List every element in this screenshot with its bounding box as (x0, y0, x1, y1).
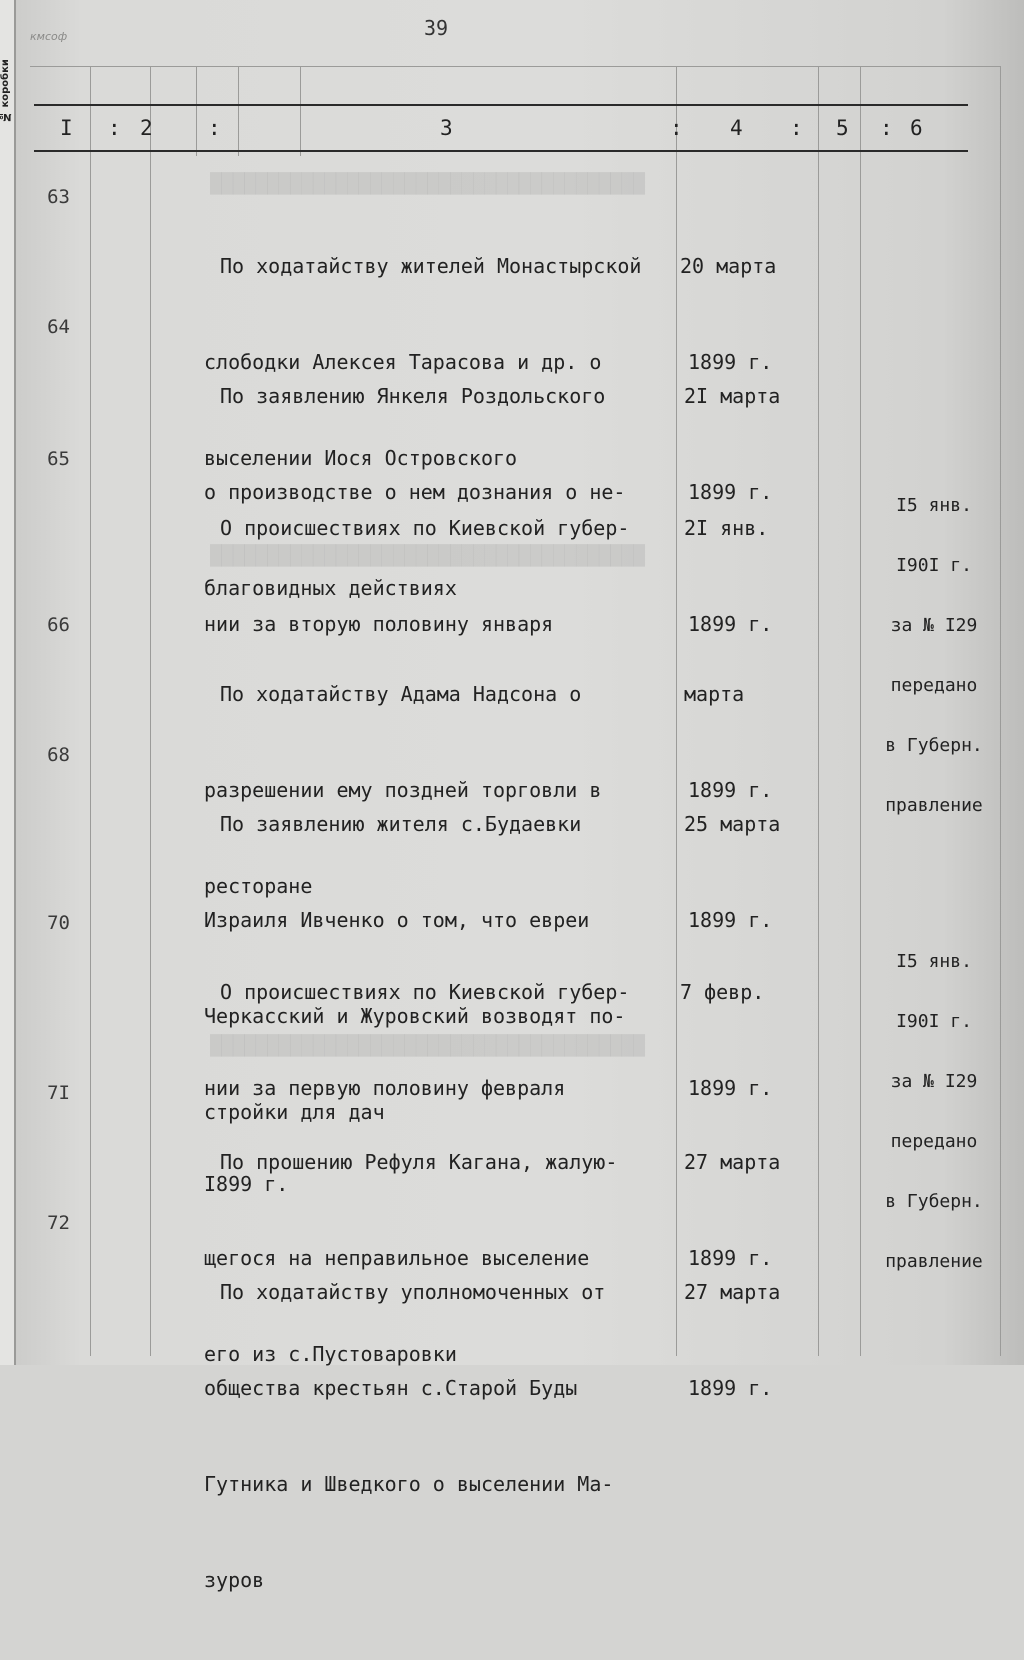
date-line: 2I янв. (684, 516, 769, 540)
note-line: за № I29 (890, 615, 978, 636)
bleed-through-shadow: ██████████████████████████████████████ (210, 1035, 645, 1057)
entry-line: нии за вторую половину января (204, 612, 554, 636)
entry-line: нии за первую половину февраля (204, 1076, 566, 1100)
date-line: 1899 г. (688, 612, 773, 636)
entry-line: По заявлению Янкеля Роздольского (220, 384, 606, 408)
entry-line: По ходатайству Адама Надсона о (220, 682, 582, 706)
column-divider (196, 66, 197, 156)
date-line: 20 марта (680, 254, 777, 278)
column-divider (300, 66, 301, 156)
column-number: 5 (836, 116, 849, 140)
note-line: I5 янв. (896, 951, 972, 972)
date-line: 1899 г. (688, 908, 773, 932)
entry-line: О происшествиях по Киевской губер- (220, 980, 630, 1004)
column-separator: : (880, 116, 893, 140)
note-line: передано (890, 1131, 978, 1152)
column-divider (238, 66, 239, 156)
entry-date (680, 1212, 820, 1468)
entry-line: По прошению Рефуля Кагана, жалую- (220, 1150, 618, 1174)
date-line: 1899 г. (688, 1376, 773, 1400)
entry-line: его из с.Пустоваровки (204, 1342, 457, 1366)
entry-line: выселении Иося Островского (204, 446, 518, 470)
entry-line: По ходатайству жителей Монастырской (220, 254, 642, 278)
entry-line: щегося на неправильное выселение (204, 1246, 590, 1270)
date-line: 27 марта (684, 1280, 781, 1304)
column-number: 4 (730, 116, 743, 140)
header-faint-rule (30, 66, 1000, 67)
entry-line: слободки Алексея Тарасова и др. о (204, 350, 602, 374)
entry-number: 65 (47, 448, 70, 470)
entry-note (864, 912, 1004, 1312)
entry-line: По ходатайству уполномоченных от (220, 1280, 606, 1304)
note-line: передано (890, 675, 978, 696)
header-bottom-rule (34, 150, 968, 152)
bleed-through-shadow: ██████████████████████████████████████ (210, 545, 645, 567)
date-line: 1899 г. (688, 778, 773, 802)
column-number: I (60, 116, 73, 140)
column-divider (90, 66, 91, 1356)
date-line: 7 февр. (680, 980, 765, 1004)
entry-note (864, 456, 1004, 856)
column-number: 2 (140, 116, 153, 140)
entry-line: Гутника и Шведкого о выселении Ма- (204, 1472, 614, 1496)
date-line: 2I марта (684, 384, 781, 408)
archive-stamp: кмсоф (30, 30, 68, 43)
note-line: правление (885, 1251, 983, 1272)
entry-line: Черкасский и Журовский возводят по- (204, 1004, 626, 1028)
entry-number: 7I (47, 1082, 70, 1104)
entry-line: стройки для дач (204, 1100, 385, 1124)
note-line: I5 янв. (896, 495, 972, 516)
date-line: 1899 г. (688, 1076, 773, 1100)
column-separator: : (108, 116, 121, 140)
column-number: 6 (910, 116, 923, 140)
entry-line: ресторане (204, 874, 313, 898)
entry-line: I899 г. (204, 1172, 289, 1196)
entry-number: 66 (47, 614, 70, 636)
date-line: 1899 г. (688, 1246, 773, 1270)
note-line: правление (885, 795, 983, 816)
note-line: I90I г. (896, 1011, 972, 1032)
date-line: 1899 г. (688, 480, 773, 504)
entry-number: 68 (47, 744, 70, 766)
note-line: I90I г. (896, 555, 972, 576)
entry-line: разрешении ему поздней торговли в (204, 778, 602, 802)
header-top-rule (34, 104, 968, 106)
date-line: 1899 г. (688, 350, 773, 374)
entry-line: По заявлению жителя с.Будаевки (220, 812, 582, 836)
note-line: за № I29 (890, 1071, 978, 1092)
column-divider (860, 66, 861, 1356)
entry-line: зуров (204, 1568, 265, 1592)
bleed-through-shadow: ██████████████████████████████████████ (210, 173, 645, 195)
column-separator: : (208, 116, 221, 140)
entry-number: 64 (47, 316, 70, 338)
entry-line: О происшествиях по Киевской губер- (220, 516, 630, 540)
note-line: в Губерн. (885, 735, 983, 756)
date-line: 27 марта (684, 1150, 781, 1174)
date-line: марта (684, 682, 745, 706)
entry-line: Израиля Ивченко о том, что евреи (204, 908, 590, 932)
column-separator: : (790, 116, 803, 140)
page-edge-strip (0, 0, 16, 1365)
entry-line: общества крестьян с.Старой Буды (204, 1376, 578, 1400)
entry-line: о производстве о нем дознания о не- (204, 480, 626, 504)
column-separator: : (670, 116, 683, 140)
column-number: 3 (440, 116, 453, 140)
entry-number: 63 (47, 186, 70, 208)
entry-number: 72 (47, 1212, 70, 1234)
entry-number: 70 (47, 912, 70, 934)
entry-description (204, 1212, 684, 1660)
date-line: 25 марта (684, 812, 781, 836)
note-line: в Губерн. (885, 1191, 983, 1212)
box-number-label: № коробки (0, 59, 11, 122)
page-number: 39 (424, 16, 449, 40)
entry-line: благовидных действиях (204, 576, 457, 600)
column-divider (150, 66, 151, 1356)
